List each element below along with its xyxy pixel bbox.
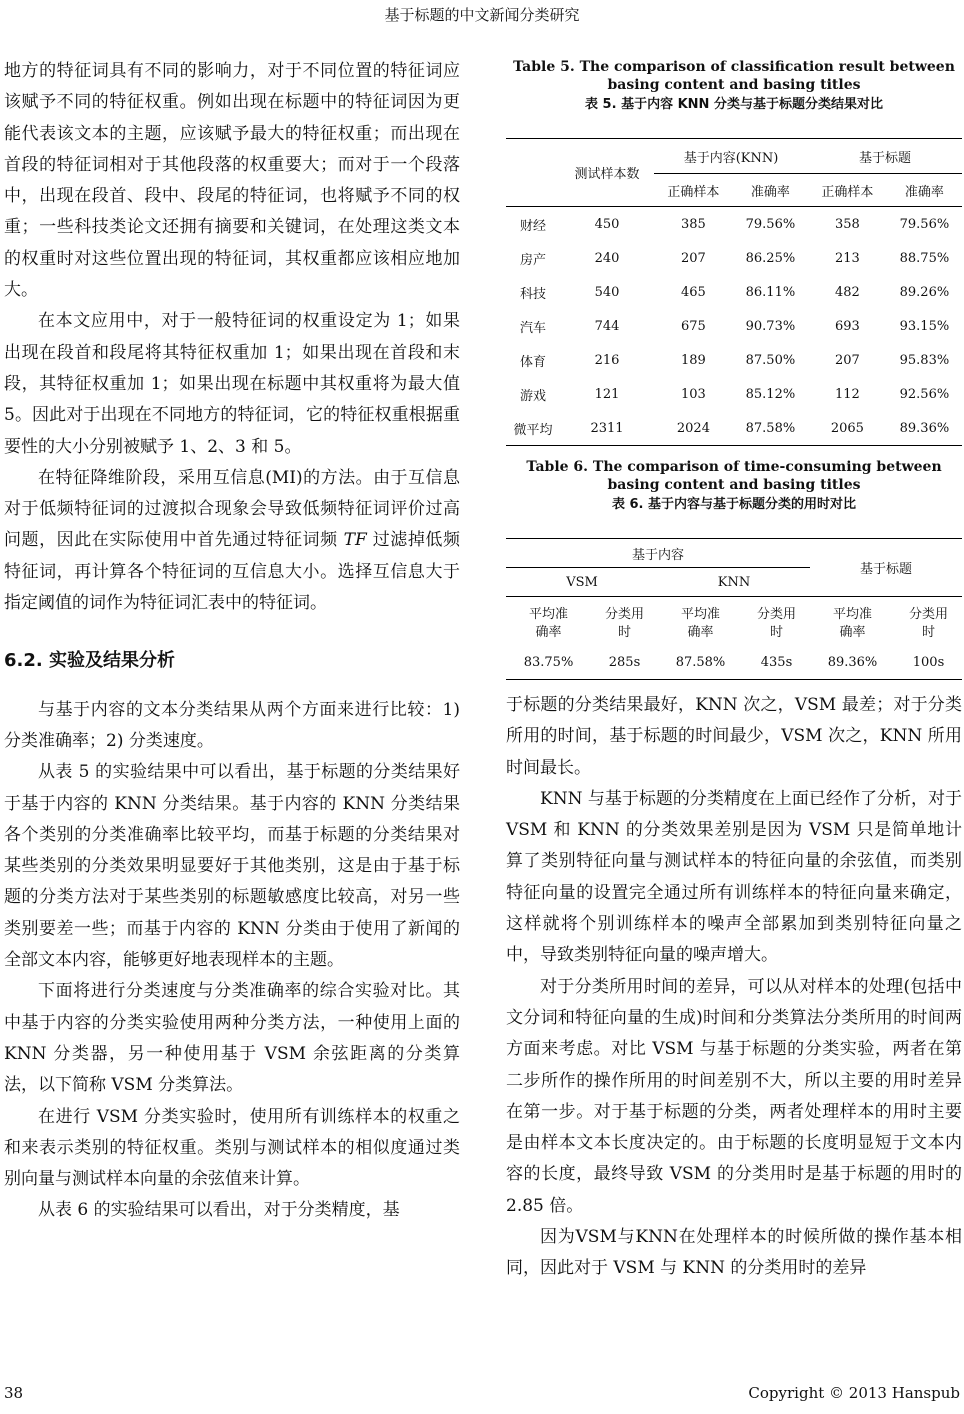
cell-content-accuracy: 87.58% — [745, 420, 796, 436]
table-row — [506, 275, 962, 309]
cell-category: 微平均 — [513, 422, 553, 438]
table-row — [506, 241, 962, 275]
cell-vsm-accuracy: 83.75% — [523, 654, 574, 670]
header-avg-accuracy: 平均准 确率 — [681, 607, 721, 640]
subheader-accuracy: 准确率 — [750, 184, 790, 200]
cell-test-count: 744 — [594, 318, 620, 334]
subheader-knn: KNN — [717, 574, 751, 590]
cell-category: 游戏 — [519, 388, 546, 404]
table-5 — [506, 58, 962, 446]
paragraph: 地方的特征词具有不同的影响力，对于不同位置的特征词应该赋予不同的特征权重。例如出现在标题中的特征词因为更能代表该文本的主题，应该赋予最大的特征权重；而出现在首段的特征词相对于其他段落的权重要大；而对于一个段落中，出现在段首、段中、段尾的特征词，也将赋予不同的权重；一些科技类论文还拥有摘要和关键词，在处理这类文本的权重时对这些位置出现的特征词，其权重都应该相应地加大。 — [4, 61, 460, 301]
cell-title-correct: 482 — [834, 284, 860, 300]
paragraph-text: 过滤掉低频特征词，再计算各个特征词的互信息大小。选择互信息大于指定阈值的词作为特征词汇表中的特征词。 — [4, 530, 460, 614]
cell-title-correct: 213 — [834, 250, 860, 266]
header-group-content: 基于内容 — [506, 539, 810, 568]
cell-content-accuracy: 86.25% — [745, 250, 796, 266]
table-row — [506, 309, 962, 343]
cell-title-correct: 693 — [834, 318, 860, 334]
table-row — [506, 377, 962, 411]
cell-test-count: 450 — [594, 216, 620, 232]
cell-title-accuracy: 89.26% — [899, 284, 950, 300]
section-heading: 6.2. 实验及结果分析 — [4, 650, 175, 672]
cell-category: 汽车 — [519, 320, 546, 336]
cell-category: 科技 — [519, 286, 546, 302]
cell-title-accuracy: 89.36% — [827, 654, 878, 670]
cell-test-count: 240 — [594, 250, 620, 266]
cell-title-accuracy: 95.83% — [899, 352, 950, 368]
paragraph: 于标题的分类结果最好，KNN 次之，VSM 最差；对于分类所用的时间，基于标题的时间最少，VSM 次之，KNN 所用时间最长。 — [506, 695, 962, 778]
cell-content-correct: 207 — [681, 250, 706, 266]
subheader-accuracy: 准确率 — [904, 184, 944, 200]
table-row — [506, 207, 962, 242]
right-column — [506, 690, 962, 1285]
paragraph: 下面将进行分类速度与分类准确率的综合实验对比。其中基于内容的分类实验使用两种分类方法，一种使用上面的 KNN 分类器，另一种使用基于 VSM 余弦距离的分类算法，以下简称 VSM 分类算法。 — [4, 981, 460, 1096]
table-6-grid — [506, 538, 962, 680]
paragraph: 对于分类所用时间的差异，可以从对样本的处理(包括中文分词和特征向量的生成)时间和分类算法分类所用的时间两方面来考虑。对比 VSM 与基于标题的分类实验，两者在第二步所作的操作所用的时间差别不大，所以主要的用时差异在第一步。对于基于标题的分类，两者处理样本的用时主要是由样本文本长度决定的。由于标题的长度明显短于文本内容的长度，最终导致 VSM 的分类用时是基于标题的用时的 2.85 倍。 — [506, 976, 962, 1216]
table-caption-en: Table 5. The comparison of classification result between basing content and basing titles — [513, 59, 955, 93]
cell-content-correct: 385 — [681, 216, 706, 232]
cell-knn-accuracy: 87.58% — [675, 654, 726, 670]
cell-content-correct: 675 — [681, 318, 706, 334]
subheader-correct: 正确样本 — [821, 184, 874, 200]
cell-content-correct: 189 — [681, 352, 706, 368]
subheader-correct: 正确样本 — [667, 184, 720, 200]
cell-content-accuracy: 86.11% — [745, 284, 796, 300]
paragraph: 与基于内容的文本分类结果从两个方面来进行比较：1) 分类准确率；2) 分类速度。 — [4, 699, 460, 751]
table-row — [506, 411, 962, 446]
paragraph: 在进行 VSM 分类实验时，使用所有训练样本的权重之和来表示类别的特征权重。类别与测试样本的相似度通过类别向量与测试样本向量的余弦值来计算。 — [4, 1106, 460, 1190]
header-test-samples: 测试样本数 — [574, 167, 640, 182]
cell-content-accuracy: 90.73% — [745, 318, 796, 334]
cell-test-count: 121 — [594, 386, 620, 402]
header-time: 分类用 时 — [756, 607, 796, 640]
cell-content-accuracy: 87.50% — [745, 352, 796, 368]
header-group-title: 基于标题 — [810, 539, 962, 597]
cell-title-accuracy: 92.56% — [899, 386, 950, 402]
cell-test-count: 216 — [594, 352, 620, 368]
paragraph: 在本文应用中，对于一般特征词的权重设定为 1；如果出现在段首和段尾将其特征权重加 1；如果出现在首段和末段，其特征权重加 1；如果出现在标题中其权重将为最大值 5。因此对于出现在不同地方的特征词，它的特征权重根据重要性的大小分别被赋予 1、2、3 和 5。 — [4, 311, 460, 457]
header-group-title: 基于标题 — [808, 139, 962, 174]
table-row — [506, 343, 962, 377]
italic-term: TF — [343, 530, 367, 551]
page-number: 38 — [4, 1384, 24, 1402]
header-avg-accuracy: 平均准 确率 — [832, 607, 872, 640]
cell-title-accuracy: 89.36% — [899, 420, 950, 436]
running-title: 基于标题的中文新闻分类研究 — [384, 6, 580, 24]
cell-content-correct: 465 — [681, 284, 706, 300]
cell-knn-time: 435s — [760, 654, 793, 670]
cell-category: 房产 — [519, 252, 546, 268]
cell-title-accuracy: 79.56% — [899, 216, 950, 232]
table-caption-en: Table 6. The comparison of time-consuming between basing content and basing titles — [526, 459, 942, 493]
table-caption-zh: 表 6. 基于内容与基于标题分类的用时对比 — [611, 497, 857, 512]
header-time: 分类用 时 — [909, 607, 949, 640]
copyright: Copyright © 2013 Hanspub — [748, 1384, 960, 1402]
cell-title-accuracy: 93.15% — [899, 318, 950, 334]
cell-category: 体育 — [519, 354, 546, 370]
cell-title-correct: 112 — [834, 386, 860, 402]
header-time: 分类用 时 — [605, 607, 645, 640]
header-group-content: 基于内容(KNN) — [654, 139, 808, 174]
cell-vsm-time: 285s — [608, 654, 641, 670]
left-column — [4, 56, 460, 1227]
cell-content-correct: 103 — [681, 386, 706, 402]
cell-title-correct: 2065 — [830, 420, 864, 436]
cell-title-correct: 207 — [834, 352, 860, 368]
cell-content-accuracy: 85.12% — [745, 386, 796, 402]
cell-content-correct: 2024 — [676, 420, 710, 436]
cell-test-count: 540 — [594, 284, 620, 300]
paragraph: 从表 6 的实验结果可以看出，对于分类精度，基 — [38, 1200, 400, 1221]
cell-title-correct: 358 — [834, 216, 860, 232]
cell-test-count: 2311 — [590, 420, 624, 436]
header-avg-accuracy: 平均准 确率 — [529, 607, 569, 640]
paragraph — [4, 463, 460, 619]
paragraph-text: 在特征降维阶段，采用互信息(MI)的方法。由于互信息对于低频特征词的过渡拟合现象会导致低频特征词评价过高问题，因此在实际使用中首先通过特征词频 — [4, 467, 460, 551]
table-6 — [506, 458, 962, 680]
cell-category: 财经 — [519, 218, 546, 234]
paragraph: 因为VSM与KNN在处理样本的时候所做的操作基本相同，因此对于 VSM 与 KNN 的分类用时的差异 — [506, 1227, 962, 1279]
cell-title-accuracy: 88.75% — [899, 250, 950, 266]
table-caption-zh: 表 5. 基于内容 KNN 分类与基于标题分类结果对比 — [585, 97, 883, 112]
cell-title-time: 100s — [912, 654, 945, 670]
paragraph: KNN 与基于标题的分类精度在上面已经作了分析，对于 VSM 和 KNN 的分类效果差别是因为 VSM 只是简单地计算了类别特征向量与测试样本的特征向量的余弦值，而类别特征向量的设置完全通过所有训练样本的特征向量来确定，这样就将个别训练样本的噪声全部累加到类别特征向量之中，导致类别特征向量的噪声增大。 — [506, 788, 962, 966]
subheader-vsm: VSM — [566, 574, 598, 590]
table-5-grid — [506, 138, 962, 446]
cell-content-accuracy: 79.56% — [745, 216, 796, 232]
paragraph: 从表 5 的实验结果中可以看出，基于标题的分类结果好于基于内容的 KNN 分类结果。基于内容的 KNN 分类结果各个类别的分类准确率比较平均，而基于标题的分类结果对某些类别的分类效果明显要好于其他类别，这是由于基于标题的分类方法对于某些类别的标题敏感度比较高，对另一些类别要差一些；而基于内容的 KNN 分类由于使用了新闻的全部文本内容，能够更好地表现样本的主题。 — [4, 762, 460, 971]
